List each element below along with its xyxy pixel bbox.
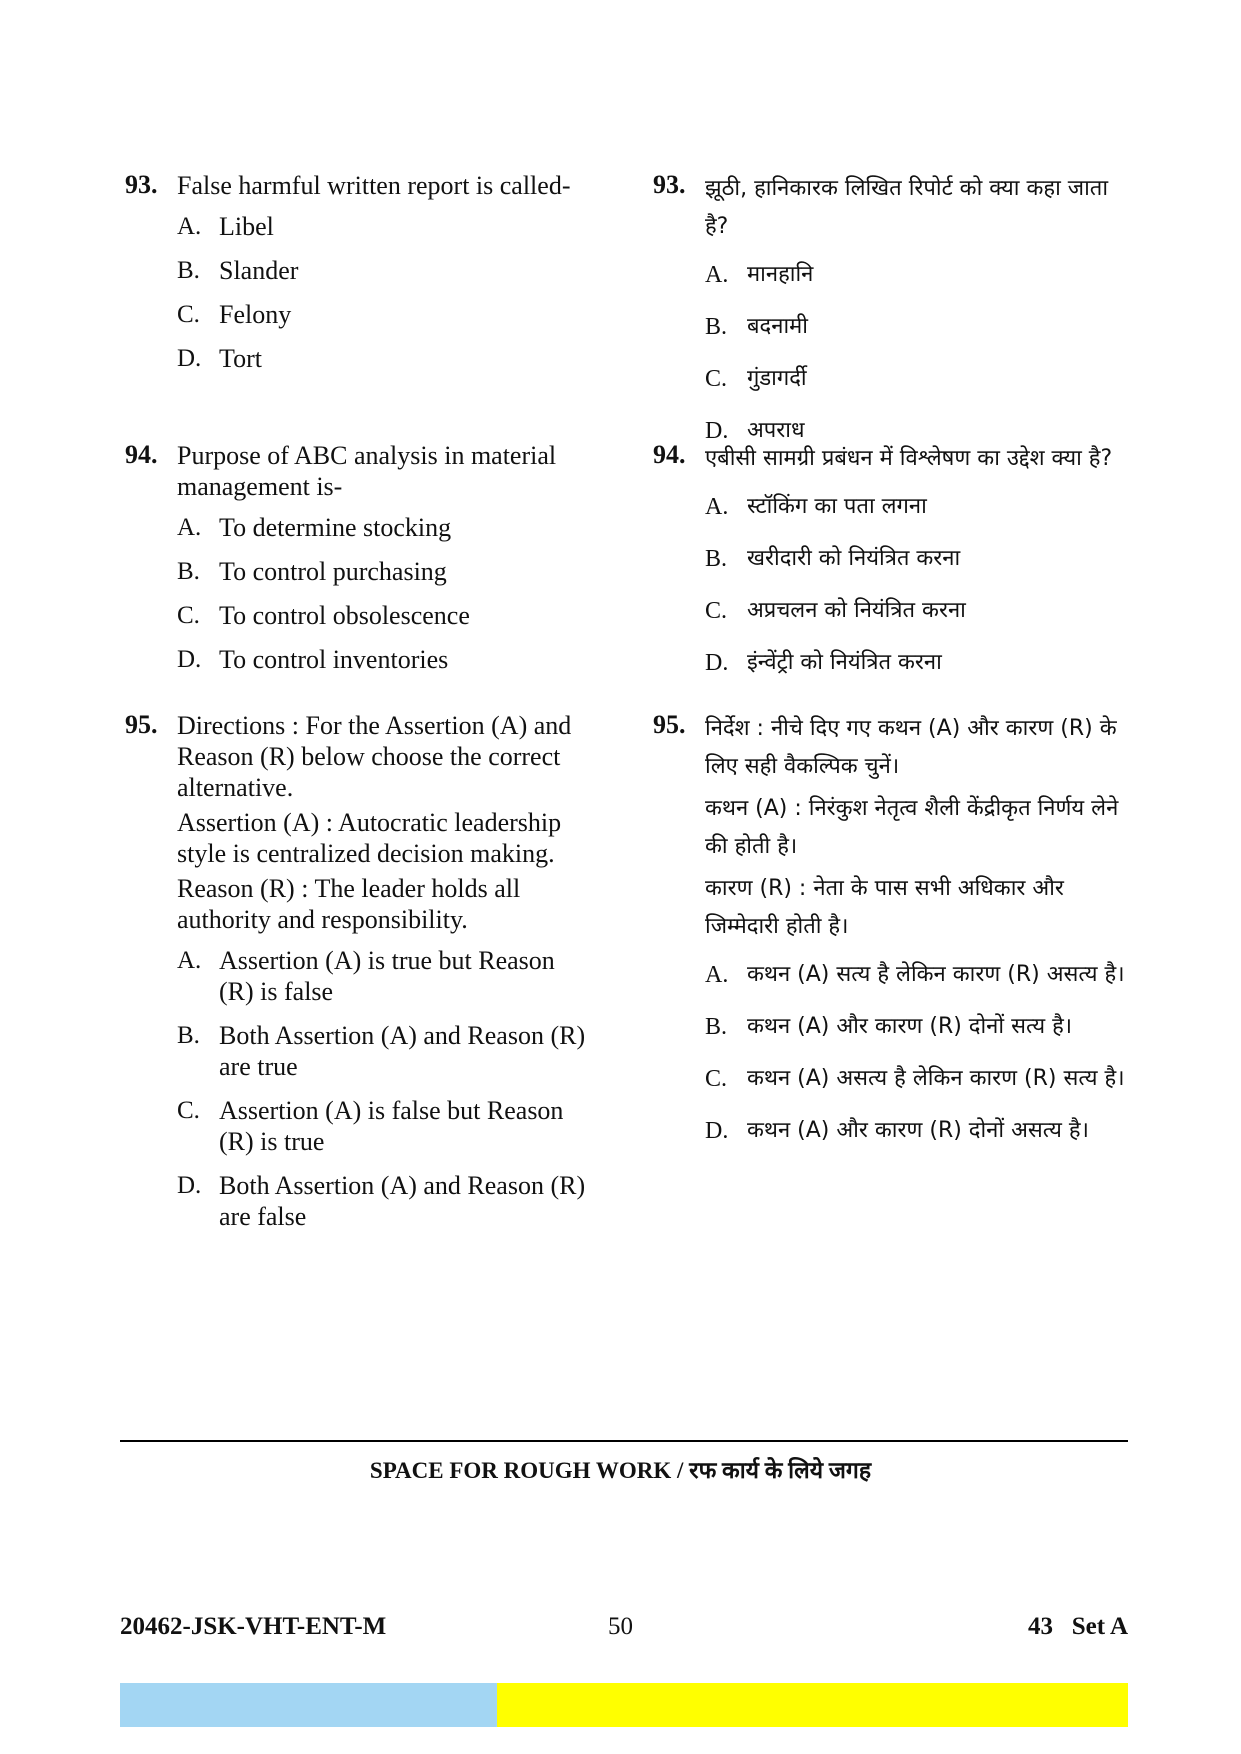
option-c: C. Assertion (A) is false but Reason (R) is true	[177, 1096, 564, 1156]
question-95-en	[125, 710, 595, 1245]
question-text: Purpose of ABC analysis in material management is-	[177, 441, 557, 501]
option-d: D. To control inventories	[177, 645, 449, 674]
rough-work-label: SPACE FOR ROUGH WORK / रफ कार्य के लिये जगह	[369, 1458, 872, 1483]
option-c: C. Felony	[177, 300, 292, 329]
option-c: C. गुंडागर्दी	[705, 366, 807, 392]
question-number: 94.	[125, 440, 158, 469]
question-94-en	[125, 440, 595, 688]
question-number: 94.	[653, 440, 686, 469]
color-bar-blue	[120, 1683, 497, 1727]
color-bar-yellow	[497, 1683, 1128, 1727]
assertion-text: Assertion (A) : Autocratic leadership style is centralized decision making.	[177, 808, 562, 868]
page-number: 50	[608, 1613, 633, 1640]
option-d: D. Both Assertion (A) and Reason (R) are false	[177, 1171, 586, 1231]
option-a: A. कथन (A) सत्य है लेकिन कारण (R) असत्य है।	[705, 962, 1125, 988]
option-a: A. मानहानि	[705, 262, 814, 288]
option-c: C. कथन (A) असत्य है लेकिन कारण (R) सत्य है।	[705, 1066, 1125, 1092]
reason-text: Reason (R) : The leader holds all authority and responsibility.	[177, 874, 521, 934]
set-label: 43 Set A	[1028, 1613, 1128, 1640]
question-text: एबीसी सामग्री प्रबंधन में विश्लेषण का उद्देश क्या है?	[705, 446, 1113, 471]
option-d: D. इंन्वेंट्री को नियंत्रित करना	[705, 650, 942, 676]
option-a: A. स्टॉकिंग का पता लगना	[705, 494, 927, 520]
assertion-text: कथन (A) : निरंकुश नेतृत्व शैली केंद्रीकृत निर्णय लेने की होती है।	[705, 796, 1119, 859]
option-d: D. Tort	[177, 344, 262, 373]
option-b: B. To control purchasing	[177, 557, 447, 586]
option-a: A. Assertion (A) is true but Reason (R) is false	[177, 946, 555, 1006]
option-c: C. To control obsolescence	[177, 601, 470, 630]
question-text: झूठी, हानिकारक लिखित रिपोर्ट को क्या कहा जाता है?	[705, 176, 1109, 239]
option-b: B. Both Assertion (A) and Reason (R) are true	[177, 1021, 586, 1081]
option-b: B. Slander	[177, 256, 299, 285]
question-93-en	[125, 170, 595, 387]
option-b: B. खरीदारी को नियंत्रित करना	[705, 546, 961, 572]
option-c: C. अप्रचलन को नियंत्रित करना	[705, 598, 966, 624]
option-d: D. अपराध	[705, 418, 805, 444]
option-b: B. कथन (A) और कारण (R) दोनों सत्य है।	[705, 1014, 1073, 1040]
question-93-hi	[653, 170, 1128, 464]
option-d: D. कथन (A) और कारण (R) दोनों असत्य है।	[705, 1118, 1089, 1144]
option-b: B. बदनामी	[705, 314, 809, 340]
question-directions: Directions : For the Assertion (A) and Reason (R) below choose the correct alternative.	[177, 711, 572, 802]
reason-text: कारण (R) : नेता के पास सभी अधिकार और जिम्मेदारी होती है।	[705, 876, 1064, 939]
question-95-hi	[653, 710, 1128, 1164]
question-number: 93.	[653, 170, 686, 199]
option-a: A. Libel	[177, 212, 274, 241]
question-number: 95.	[125, 710, 158, 739]
question-number: 93.	[125, 170, 158, 199]
question-94-hi	[653, 440, 1128, 696]
question-text: False harmful written report is called-	[177, 171, 571, 200]
rough-work-divider	[120, 1440, 1128, 1442]
question-number: 95.	[653, 710, 686, 739]
question-directions: निर्देश : नीचे दिए गए कथन (A) और कारण (R) के लिए सही वैकल्पिक चुनें।	[705, 716, 1117, 779]
paper-code: 20462-JSK-VHT-ENT-M	[120, 1613, 387, 1640]
option-a: A. To determine stocking	[177, 513, 452, 542]
